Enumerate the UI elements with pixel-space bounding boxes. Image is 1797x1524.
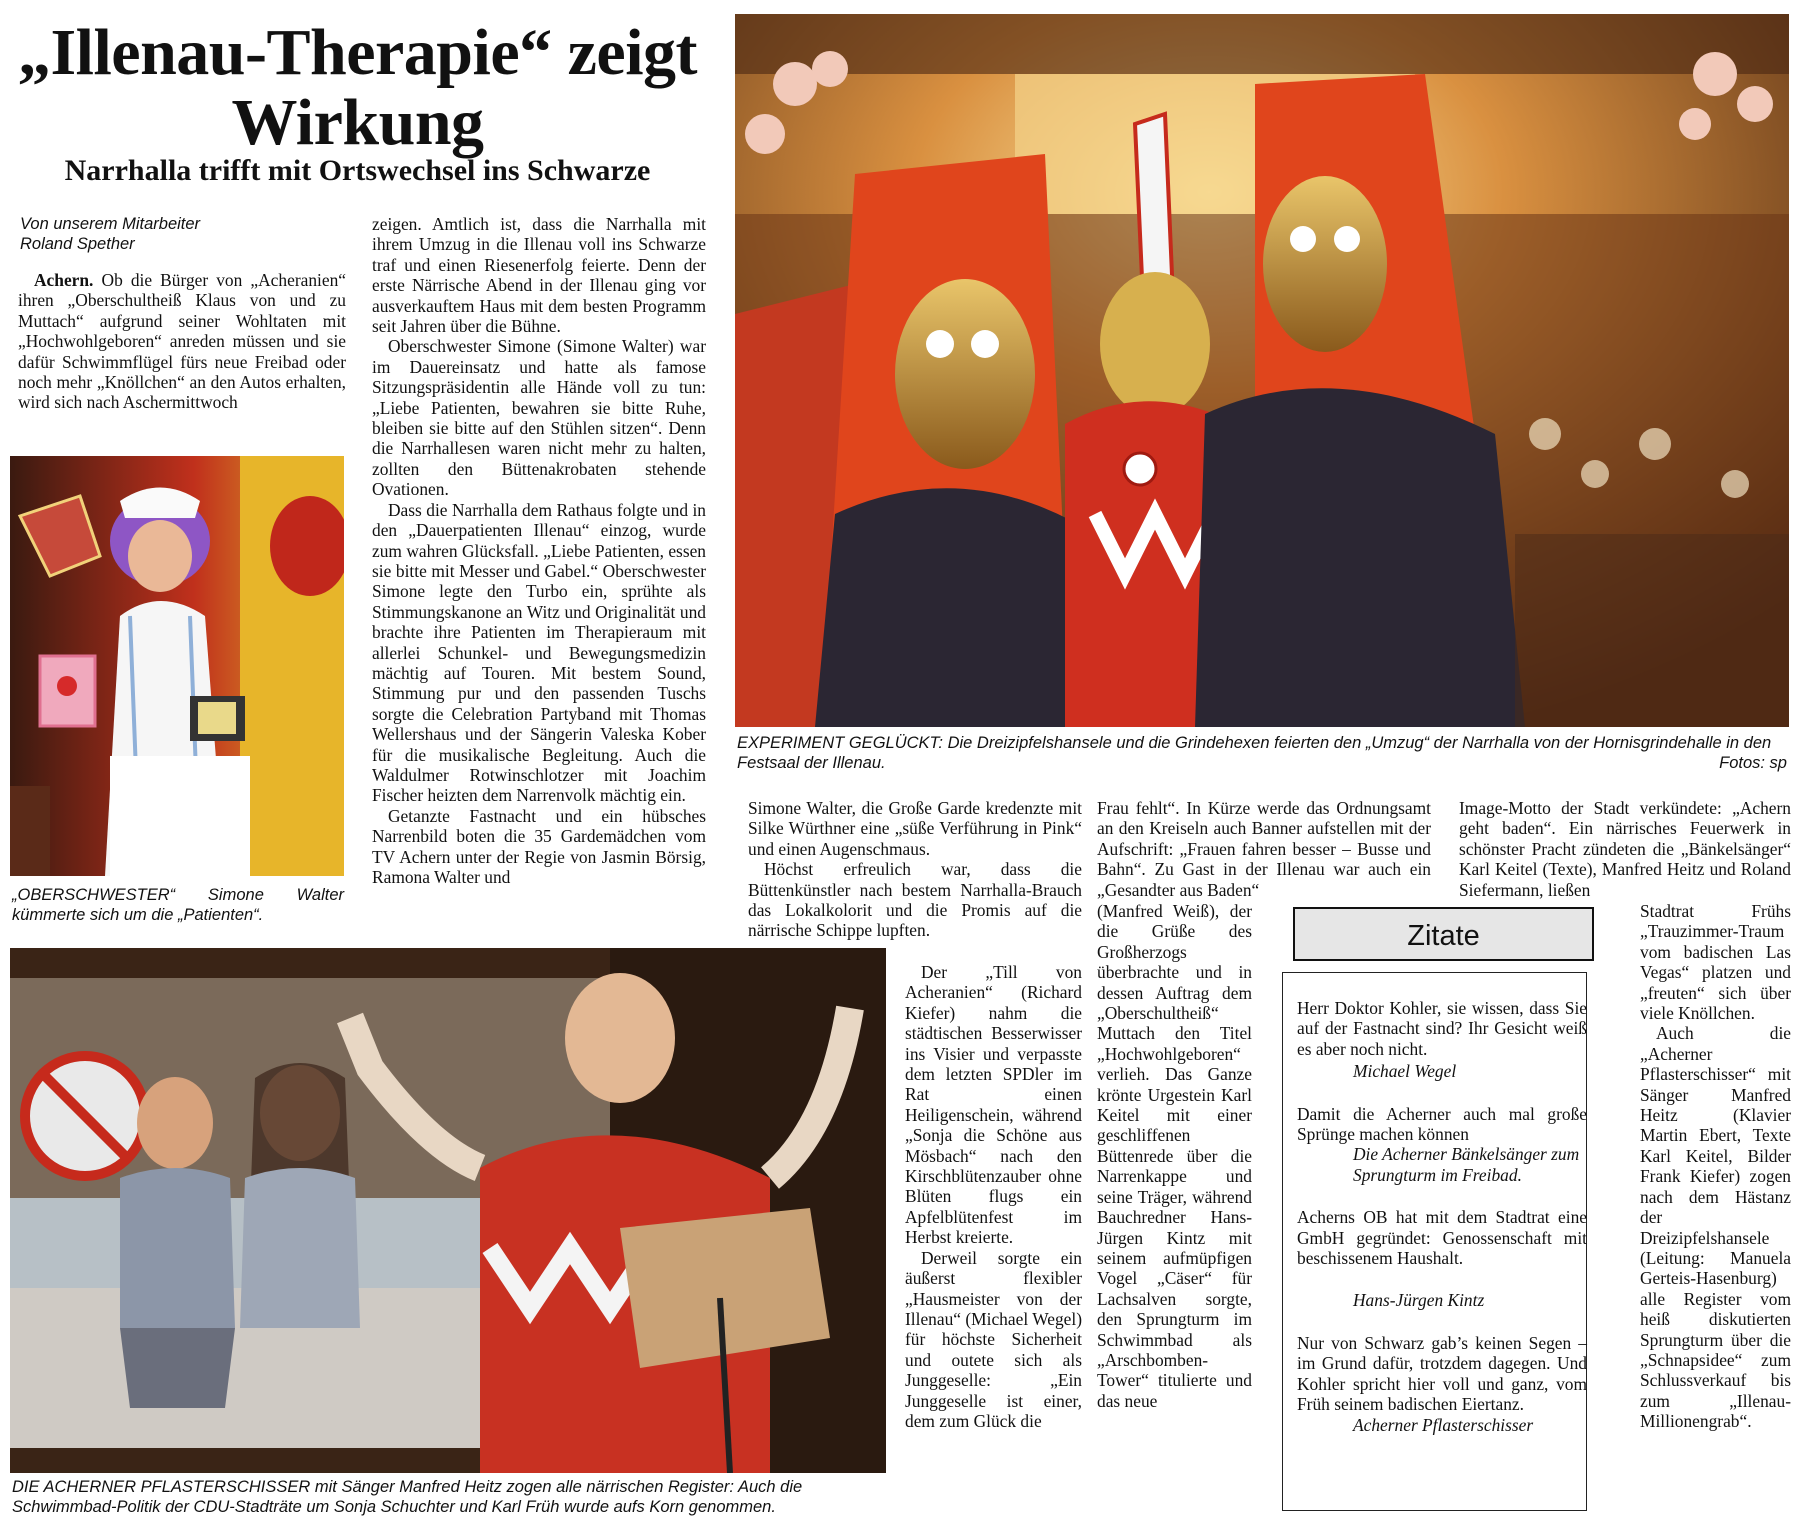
byline-author: Roland Spether: [20, 235, 135, 253]
quote-item: [1297, 998, 1587, 1082]
article-col4: [1097, 798, 1431, 900]
article-col3: [748, 798, 1082, 941]
dateline: Achern.: [34, 270, 94, 290]
nurse-caption: [12, 886, 344, 925]
col3-paragraph: Simone Walter, die Große Garde kredenzte mit Silke Würthner eine „süße Verführung in Pink“ und einen Augenschmaus.: [748, 798, 1082, 859]
singer-photo: [10, 948, 886, 1473]
quote-author: Michael Wegel: [1353, 1061, 1457, 1082]
col2-paragraph: Dass die Narrhalla dem Rathaus folgte und in den „Dauerpatienten Illenau“ einzog, wurde zum wahren Glücksfall. „Liebe Patienten, essen sie bitte mit Messer und Gabel.“ Oberschwester Simone legte den Turbo ein, sprühte als Stimmungskanone an Witz und Originalität und brachte ihre Patienten im Therapieraum mit allerlei Schunkel- und Bewegungsmedizin mächtig auf Touren. Mit bestem Sound, Stimmung pur und den passenden Tuschs sorgte die Celebration Partyband mit Thomas Wellershaus und der Sängerin Valeska Kober für die musikalische Begleitung. Auch die Waldulmer Rotwinschlotzer mit Joachim Fischer heizten dem Narrenvolk mächtig ein.: [372, 499, 706, 806]
main-caption: [737, 734, 1787, 773]
col2-paragraph: Oberschwester Simone (Simone Walter) war im Dauereinsatz und hatte als famose Sitzungspräsidentin alle Hände voll zu tun: „Liebe Patienten, bewahren sie bitte Ruhe, bleiben sie bitte auf den Stühlen sitzen“. Denn die Narrhallesen waren nicht mehr zu halten, zollten den Büttenakrobaten stehende Ovationen.: [372, 336, 706, 500]
article-col1: [18, 270, 346, 413]
article-col4-narrow: [1097, 901, 1252, 1411]
quote-item: [1297, 1333, 1587, 1435]
col3-paragraph: Der „Till von Acheranien“ (Richard Kiefer) nahm die städtischen Besserwisser ins Visier und verpasste dem letzten SPDler im Rat einen Heiligenschein, während „Sonja die Schöne aus Mösbach“ nach den Kirschblütenzauber ohne Blüten flugs ein Apfelblütenfest im Herbst kreierte.: [905, 962, 1082, 1248]
col2-paragraph: Getanzte Fastnacht und ein hübsches Narrenbild boten die 35 Gardemädchen vom TV Achern unter der Regie von Jasmin Börsig, Ramona Walter und: [372, 805, 706, 887]
nurse-caption-text: Simone Walter kümmerte sich um die „Patienten“.: [12, 886, 344, 924]
col3-paragraph: Derweil sorgte ein äußerst flexibler „Hausmeister von der Illenau“ (Michael Wegel) für höchste Sicherheit und outete sich als Junggeselle: „Ein Junggeselle ist einer, dem zum Glück die: [905, 1247, 1082, 1431]
quote-item: [1297, 1104, 1587, 1186]
article-col5-narrow: [1640, 901, 1791, 1432]
singer-caption: [12, 1478, 888, 1517]
quote-text: Herr Doktor Kohler, sie wissen, dass Sie auf der Fastnacht sind? Ihr Gesicht weiß es aber noch nicht.: [1297, 998, 1587, 1059]
quote-author: Hans-Jürgen Kintz: [1353, 1290, 1485, 1311]
subheadline: Narrhalla trifft mit Ortswechsel ins Schwarze: [64, 154, 651, 187]
byline: [20, 214, 200, 254]
main-photo: [735, 14, 1789, 727]
quotes-title: Zitate: [1293, 907, 1594, 961]
col5-paragraph: Auch die „Acherner Pflasterschisser“ mit Sänger Manfred Heitz (Klavier Martin Ebert, Texte Karl Keitel, Bilder Frank Kiefer) zogen nach dem Hästanz der Dreizipfelshansele (Leitung: Manuela Gerteis-Hasenburg) alle Register vom heiß diskutierten Sprungturm über die „Schnapsidee“ zum Schlussverkauf bis zum „Illenau-Millionengrab“.: [1640, 1023, 1791, 1432]
main-caption-lead: EXPERIMENT GEGLÜCKT:: [737, 734, 943, 752]
nurse-photo: [10, 456, 344, 876]
singer-caption-lead: DIE ACHERNER PFLASTERSCHISSER: [12, 1478, 311, 1496]
quote-text: Acherns OB hat mit dem Stadtrat eine GmbH gegründet: Genossenschaft mit beschissenem Haushalt.: [1297, 1207, 1587, 1269]
quote-item: [1297, 1207, 1587, 1311]
col4-paragraph: (Manfred Weiß), der die Grüße des Großherzogs überbrachte und in dessen Auftrag dem „Oberschultheiß“ Muttach den Titel „Hochwohlgeboren“ verlieh. Das Ganze krönte Urgestein Karl Keitel mit einer geschliffenen Büttenrede über die Narrenkappe und seine Träger, während Bauchredner Hans-Jürgen Kintz mit seinem aufmüpfigen Vogel „Cäser“ für Lachsalven sorgte, den Sprungturm im Schwimmbad als „Arschbomben-Tower“ titulierte und das neue: [1097, 901, 1252, 1411]
quotes-list: [1297, 998, 1587, 1435]
quote-text: Nur von Schwarz gab’s keinen Segen – im Grund dafür, trotzdem dagegen. Und Kohler spricht hier voll und ganz, vom Früh seinem badischen Eiertanz.: [1297, 1332, 1587, 1415]
col2-paragraph: zeigen. Amtlich ist, dass die Narrhalla mit ihrem Umzug in die Illenau voll ins Schwarze traf und einen Riesenerfolg feierte. Denn der erste Närrische Abend in der Illenau ging vor ausverkauftem Haus mit dem besten Programm seit Jahren über die Bühne.: [372, 214, 706, 337]
col5-paragraph: Stadtrat Frühs „Trauzimmer-Traum vom badischen Las Vegas“ platzen und „freuten“ sich über viele Knöllchen.: [1640, 901, 1791, 1024]
article-col3-narrow: [905, 962, 1082, 1431]
col4-paragraph: Frau fehlt“. In Kürze werde das Ordnungsamt an den Kreiseln auch Banner aufstellen mit der Aufschrift: „Frauen fahren besser – Busse und Bahn“. Zu Gast in der Illenau war auch ein „Gesandter aus Baden“: [1097, 798, 1431, 900]
main-caption-text: Die Dreizipfelshansele und die Grindehexen feierten den „Umzug“ der Narrhalla von der Hornisgrindehalle in den Festsaal der Illenau.: [737, 734, 1772, 772]
quote-author: Die Acherner Bänkelsänger zum Sprungturm im Freibad.: [1353, 1144, 1580, 1185]
article-col2: [372, 214, 706, 887]
headline: „Illenau-Therapie“ zeigt Wirkung: [17, 16, 698, 159]
article-col5: [1459, 798, 1791, 900]
col3-paragraph: Höchst erfreulich war, dass die Büttenkünstler nach bestem Narrhalla-Brauch das Lokalkolorit und die Promis auf die närrische Schippe lupften.: [748, 859, 1082, 941]
singer-caption-text: mit Sänger Manfred Heitz zogen alle närrischen Register: Auch die Schwimmbad-Politik der CDU-Stadträte um Sonja Schuchter und Karl Früh wurde aufs Korn genommen.: [12, 1478, 803, 1516]
byline-line-1: Von unserem Mitarbeiter: [20, 215, 201, 233]
nurse-caption-lead: „OBERSCHWESTER“: [12, 886, 176, 904]
quote-text: Damit die Acherner auch mal große Sprünge machen können: [1297, 1103, 1587, 1145]
col5-paragraph: Image-Motto der Stadt verkündete: „Achern geht baden“. Ein närrisches Feuerwerk in schönster Pracht zündeten die „Bänkelsänger“ Karl Keitel (Texte), Manfred Heitz und Roland Siefermann, ließen: [1459, 798, 1791, 900]
article-lead: Ob die Bürger von „Acheranien“ ihren „Oberschultheiß Klaus von und zu Muttach“ aufgrund seiner Wohltaten mit „Hochwohlgeboren“ anreden müssen und sie dafür Schwimmflügel fürs neue Freibad oder noch mehr „Knöllchen“ an den Autos erhalten, wird sich nach Aschermittwoch: [18, 270, 346, 413]
quote-author: Acherner Pflasterschisser: [1353, 1414, 1534, 1435]
photo-credit: Fotos: sp: [1719, 754, 1787, 772]
